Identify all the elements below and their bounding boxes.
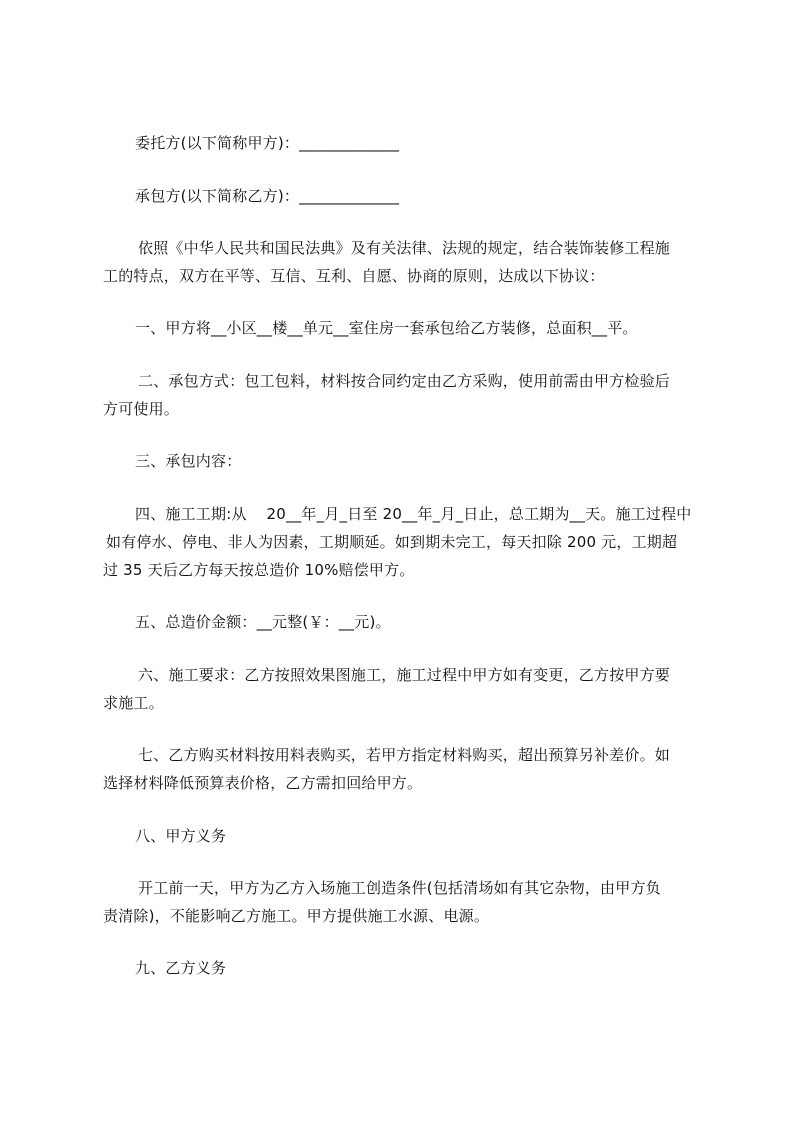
clause-6-line: 六、施工要求：乙方按照效果图施工，施工过程中甲方如有变更，乙方按甲方要 (138, 666, 671, 684)
client-party-line: 委托方(以下简称甲方)：_____________ (135, 134, 400, 152)
clause-7-line: 选择材料降低预算表价格，乙方需扣回给甲方。 (103, 774, 423, 792)
contractor-party-line: 承包方(以下简称乙方)：_____________ (135, 187, 400, 205)
clause-3: 三、承包内容： (135, 452, 242, 470)
preamble-line: 工的特点，双方在平等、互信、互利、自愿、协商的原则，达成以下协议： (103, 267, 605, 285)
clause-2-line: 方可使用。 (103, 400, 180, 418)
clause-6-line: 求施工。 (103, 694, 164, 712)
clause-7-line: 七、乙方购买材料按用料表购买，若甲方指定材料购买，超出预算另补差价。如 (138, 746, 671, 764)
clause-5: 五、总造价金额：__元整(￥：__元)。 (135, 613, 391, 631)
clause-4-line: 如有停水、停电、非人为因素，工期顺延。如到期未完工，每天扣除 200 元，工期超 (106, 533, 678, 551)
clause-8-body-line: 开工前一天，甲方为乙方入场施工创造条件(包括清场如有其它杂物，由甲方负 (138, 879, 661, 897)
clause-8-body-line: 责清除)，不能影响乙方施工。甲方提供施工水源、电源。 (103, 907, 490, 925)
clause-1: 一、甲方将__小区__楼__单元__室住房一套承包给乙方装修，总面积__平。 (135, 319, 638, 337)
clause-9-title: 九、乙方义务 (135, 959, 227, 977)
preamble-line: 依照《中华人民共和国民法典》及有关法律、法规的规定，结合装饰装修工程施 (138, 239, 671, 257)
clause-2-line: 二、承包方式：包工包料，材料按合同约定由乙方采购，使用前需由甲方检验后 (138, 372, 671, 390)
clause-4-line: 过 35 天后乙方每天按总造价 10%赔偿甲方。 (103, 561, 415, 579)
clause-8-title: 八、甲方义务 (135, 827, 227, 845)
clause-4-line: 四、施工工期:从 20__年_月_日至 20__年_月_日止，总工期为__天。施工过程中 (135, 505, 692, 523)
